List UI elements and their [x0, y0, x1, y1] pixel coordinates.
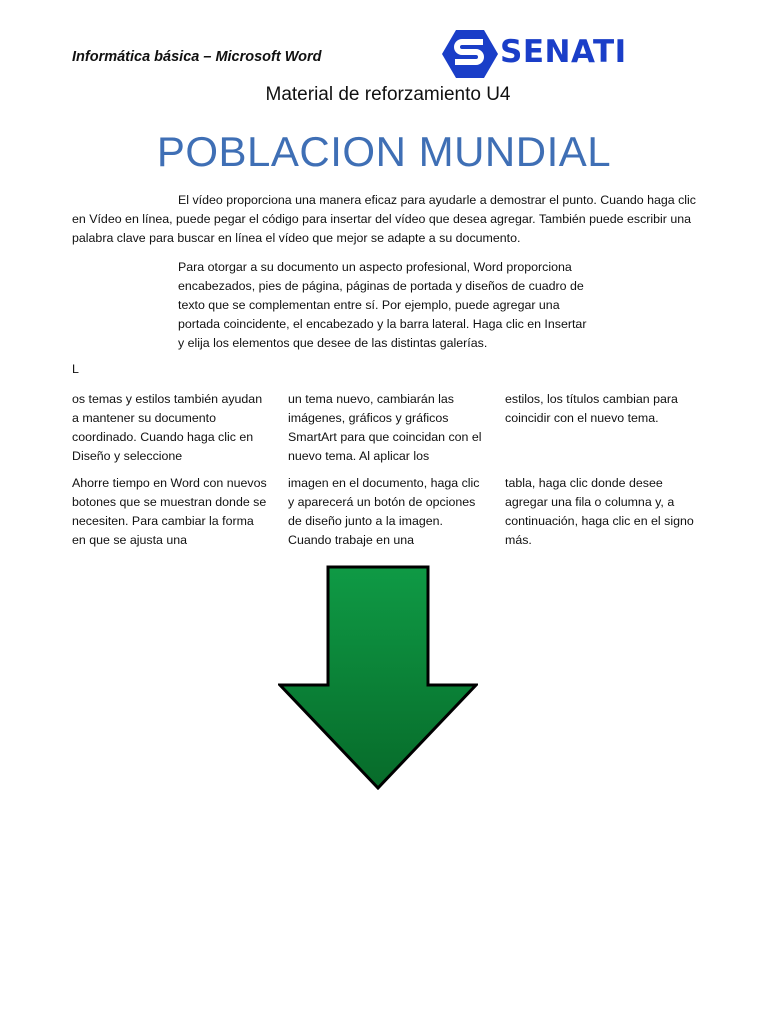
column-text: Ahorre tiempo en Word con nuevos botones que se muestran donde se necesiten. Para cambiar la forma en que se ajusta una	[72, 476, 267, 547]
senati-logo	[442, 28, 632, 80]
column-text: estilos, los títulos cambian para coincidir con el nuevo tema.	[505, 392, 678, 425]
logo-text: SENATI	[500, 34, 627, 70]
paragraph-professional: Para otorgar a su documento un aspecto profesional, Word proporciona encabezados, pies de página, páginas de portada y diseños de cuadro de texto que se complementan entre sí. Por ejemplo, puede agregar una portada coincidente, el encabezado y la barra lateral. Haga clic en Insertar y elija los elementos que desee de las distintas galerías.	[178, 260, 587, 350]
column-text: un tema nuevo, cambiarán las imágenes, gráficos y gráficos SmartArt para que coincidan con el nuevo tema. Al aplicar los	[288, 392, 482, 463]
paragraph-video: El vídeo proporciona una manera eficaz para ayudarle a demostrar el punto. Cuando haga clic en Vídeo en línea, puede pegar el código para insertar del vídeo que desea agregar. También puede escribir una palabra clave para buscar en línea el vídeo que mejor se adapte a su documento.	[72, 193, 696, 245]
course-header: Informática básica – Microsoft Word	[72, 49, 322, 65]
column-text: os temas y estilos también ayudan a mantener su documento coordinado. Cuando haga clic en Diseño y seleccione	[72, 392, 263, 463]
document-title: POBLACION MUNDIAL	[156, 128, 612, 175]
down-arrow-icon	[278, 565, 478, 790]
column-text: imagen en el documento, haga clic y aparecerá un botón de opciones de diseño junto a la imagen. Cuando trabaje en una	[288, 476, 480, 547]
drop-letter: L	[72, 362, 79, 376]
document-subtitle: Material de reforzamiento U4	[265, 84, 511, 105]
column-text: tabla, haga clic donde desee agregar una fila o columna y, a continuación, haga clic en el signo más.	[505, 476, 694, 547]
senati-logo-icon	[442, 28, 498, 80]
